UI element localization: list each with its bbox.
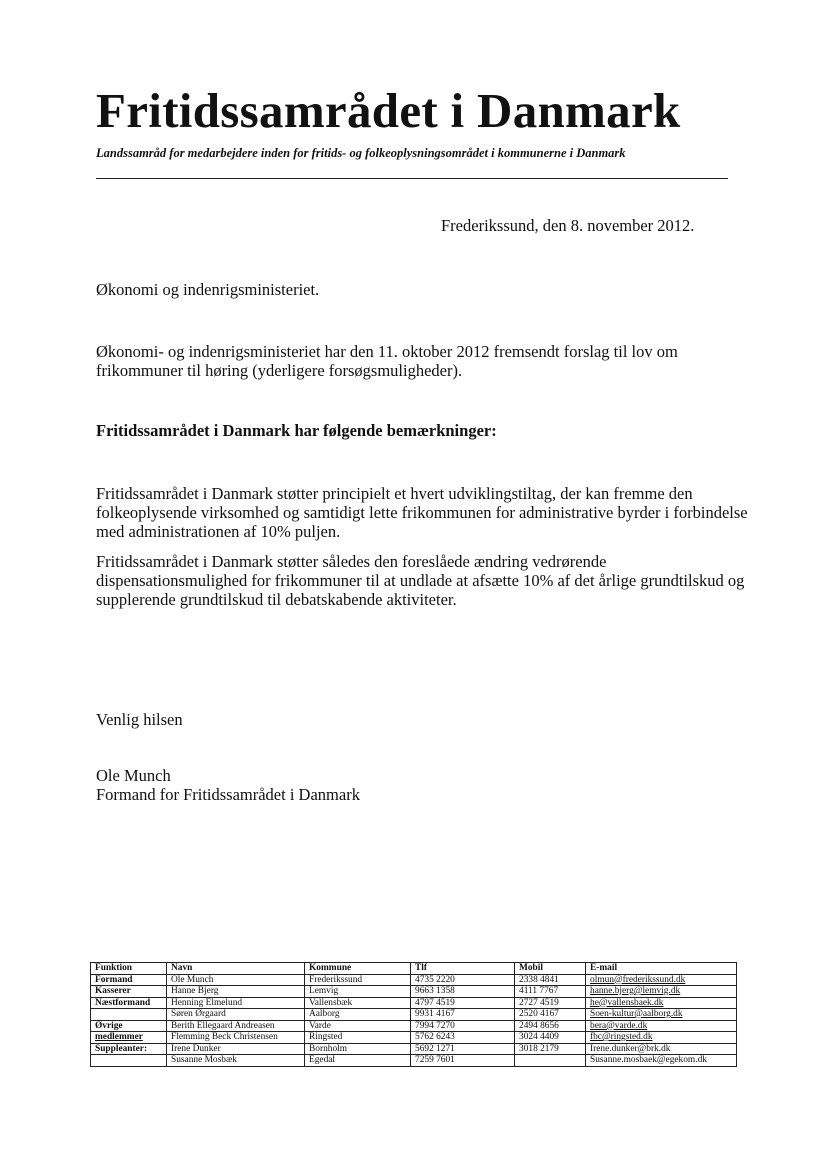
body-line: Fritidssamrådet i Danmark støtter således den foreslåede ændring vedrørende <box>96 552 607 571</box>
remarks-heading: Fritidssamrådet i Danmark har følgende bemærkninger: <box>96 421 497 440</box>
body-line: Fritidssamrådet i Danmark støtter principielt et hvert udviklingstiltag, der kan fremme den <box>96 484 693 503</box>
cell-kommune: Ringsted <box>305 1032 411 1044</box>
cell-email: Irene.dunker@brk.dk <box>586 1043 737 1055</box>
date-line: Frederikssund, den 8. november 2012. <box>441 216 695 235</box>
body-line: folkeoplysende virksomhed og samtidigt lette frikommunen for administrative byrder i forbindelse <box>96 503 748 522</box>
cell-mobil: 2727 4519 <box>515 997 586 1009</box>
cell-funktion: Suppleanter: <box>91 1043 167 1055</box>
cell-email-link[interactable]: fbc@ringsted.dk <box>586 1032 737 1044</box>
cell-email-link[interactable]: hanne.bjerg@lemvig.dk <box>586 986 737 998</box>
cell-tlf: 4797 4519 <box>411 997 515 1009</box>
signature-block <box>96 766 736 804</box>
cell-tlf: 7259 7601 <box>411 1055 515 1067</box>
cell-navn: Henning Elmelund <box>167 997 305 1009</box>
cell-email-link[interactable]: Soen-kultur@aalborg.dk <box>586 1009 737 1021</box>
cell-navn: Susanne Mosbæk <box>167 1055 305 1067</box>
letterhead-subtitle: Landssamråd for medarbejdere inden for fritids- og folkeoplysningsområdet i kommunerne i Danmark <box>96 146 626 160</box>
table-row <box>91 997 737 1009</box>
body-paragraph-2 <box>96 552 745 609</box>
recipient: Økonomi og indenrigsministeriet. <box>96 280 320 299</box>
cell-email-link[interactable]: bera@varde.dk <box>586 1020 737 1032</box>
cell-funktion-text: medlemmer <box>95 1032 143 1042</box>
cell-funktion <box>91 1055 167 1067</box>
board-members-table <box>90 962 737 1067</box>
cell-tlf: 5762 6243 <box>411 1032 515 1044</box>
body-line: med administrationen af 10% puljen. <box>96 522 341 541</box>
body-line: supplerende grundtilskud til debatskabende aktiviteter. <box>96 590 457 609</box>
cell-mobil: 4111 7767 <box>515 986 586 998</box>
body-line: dispensationsmulighed for frikommuner til at undlade at afsætte 10% af det årlige grundtilskud og <box>96 571 745 590</box>
column-header-mobil: Mobil <box>515 963 586 975</box>
table-header-row <box>91 963 737 975</box>
cell-mobil: 2494 8656 <box>515 1020 586 1032</box>
cell-navn: Berith Ellegaard Andreasen <box>167 1020 305 1032</box>
cell-mobil: 2520 4167 <box>515 1009 586 1021</box>
cell-kommune: Vallensbæk <box>305 997 411 1009</box>
cell-navn: Flemming Beck Christensen <box>167 1032 305 1044</box>
cell-kommune: Egedal <box>305 1055 411 1067</box>
cell-funktion: Øvrige <box>91 1020 167 1032</box>
intro-line: Økonomi- og indenrigsministeriet har den 11. oktober 2012 fremsendt forslag til lov om <box>96 342 678 361</box>
table-row <box>91 986 737 998</box>
intro-line: frikommuner til høring (yderligere forsøgsmuligheder). <box>96 361 463 380</box>
cell-tlf: 9663 1358 <box>411 986 515 998</box>
signature-name: Ole Munch <box>96 766 171 785</box>
table-row <box>91 1009 737 1021</box>
cell-tlf: 5692 1271 <box>411 1043 515 1055</box>
cell-email: Susanne.mosbaek@egekom.dk <box>586 1055 737 1067</box>
cell-mobil: 3018 2179 <box>515 1043 586 1055</box>
cell-funktion <box>91 1032 167 1044</box>
body-paragraph-1 <box>96 484 748 541</box>
table-row <box>91 1043 737 1055</box>
cell-kommune: Lemvig <box>305 986 411 998</box>
cell-email-link[interactable]: olmun@frederikssund.dk <box>586 974 737 986</box>
column-header-funktion: Funktion <box>91 963 167 975</box>
cell-funktion: Næstformand <box>91 997 167 1009</box>
cell-kommune: Bornholm <box>305 1043 411 1055</box>
table-row <box>91 1055 737 1067</box>
cell-tlf: 7994 7270 <box>411 1020 515 1032</box>
column-header-tlf: Tlf <box>411 963 515 975</box>
cell-navn: Irene Dunker <box>167 1043 305 1055</box>
cell-navn: Søren Ørgaard <box>167 1009 305 1021</box>
letterhead-title: Fritidssamrådet i Danmark <box>96 83 681 138</box>
cell-tlf: 4735 2220 <box>411 974 515 986</box>
cell-email-link[interactable]: he@vallensbaek.dk <box>586 997 737 1009</box>
cell-tlf: 9931 4167 <box>411 1009 515 1021</box>
cell-kommune: Aalborg <box>305 1009 411 1021</box>
closing: Venlig hilsen <box>96 710 183 729</box>
cell-navn: Ole Munch <box>167 974 305 986</box>
column-header-kommune: Kommune <box>305 963 411 975</box>
column-header-email: E-mail <box>586 963 737 975</box>
signature-title: Formand for Fritidssamrådet i Danmark <box>96 785 360 804</box>
cell-funktion: Kasserer <box>91 986 167 998</box>
cell-funktion: Formand <box>91 974 167 986</box>
cell-navn: Hanne Bjerg <box>167 986 305 998</box>
letterhead-divider <box>96 178 728 179</box>
table-row <box>91 1020 737 1032</box>
intro-paragraph <box>96 342 736 380</box>
table-row <box>91 1032 737 1044</box>
cell-kommune: Frederikssund <box>305 974 411 986</box>
cell-funktion <box>91 1009 167 1021</box>
cell-mobil: 3024 4409 <box>515 1032 586 1044</box>
column-header-navn: Navn <box>167 963 305 975</box>
table-row <box>91 974 737 986</box>
cell-mobil: 2338 4841 <box>515 974 586 986</box>
cell-mobil <box>515 1055 586 1067</box>
cell-kommune: Varde <box>305 1020 411 1032</box>
